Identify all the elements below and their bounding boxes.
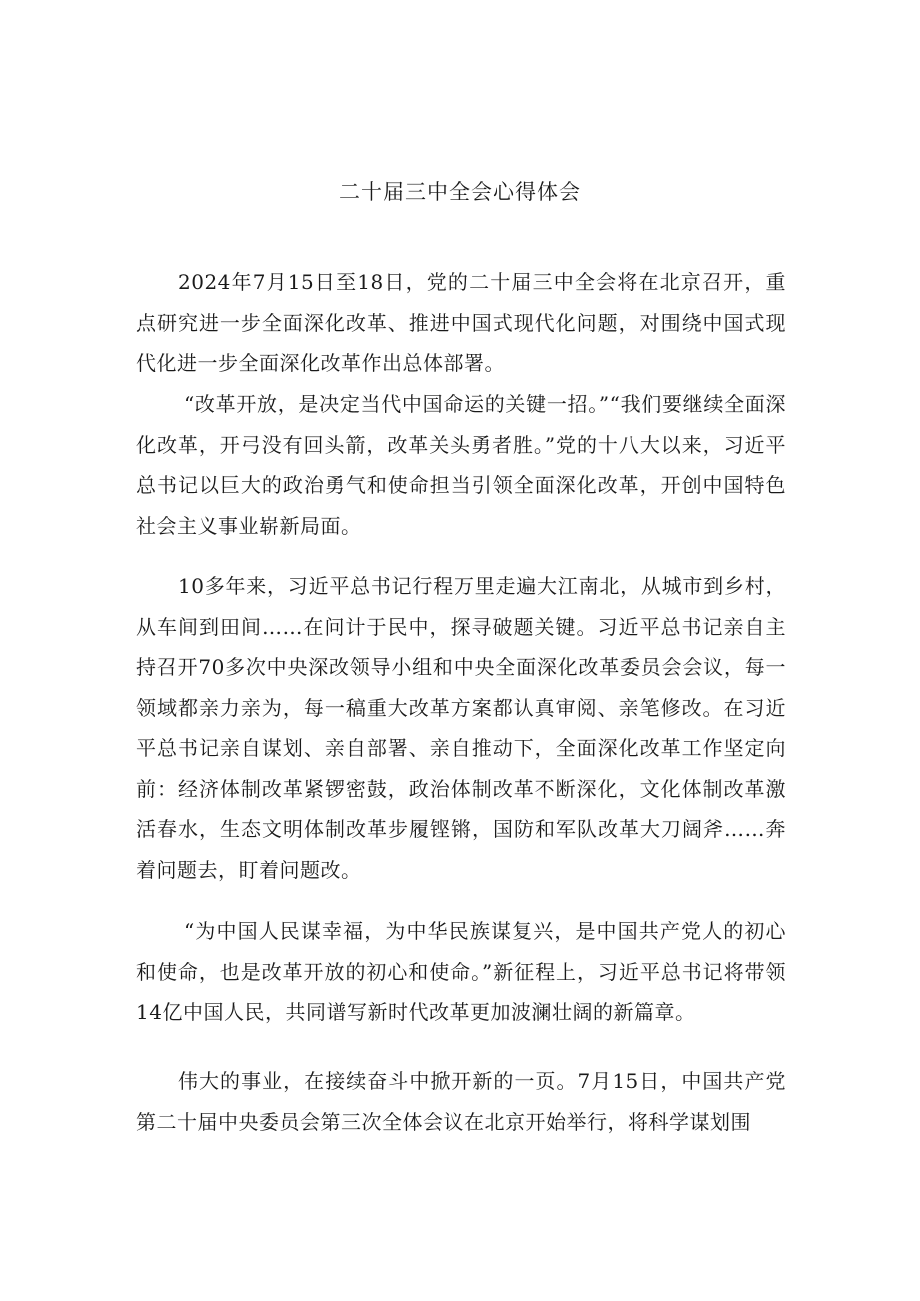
paragraph-1: 2024年7月15日至18日，党的二十届三中全会将在北京召开，重点研究进一步全面深化改革、推进中国式现代化问题，对围绕中国式现代化进一步全面深化改革作出总体部署。 — [136, 270, 786, 375]
paragraph-4: “为中国人民谋幸福，为中华民族谋复兴，是中国共产党人的初心和使命，也是改革开放的初心和使命。”新征程上，习近平总书记将带领14亿中国人民，共同谱写新时代改革更加波澜壮阔的新篇章。 — [136, 919, 786, 1024]
paragraph-5: 伟大的事业，在接续奋斗中掀开新的一页。7月15日，中国共产党第二十届中央委员会第三次全体会议在北京开始举行，将科学谋划围 — [136, 1069, 786, 1134]
paragraph-2: “改革开放，是决定当代中国命运的关键一招。”“我们要继续全面深化改革，开弓没有回头箭，改革关头勇者胜。”党的十八大以来，习近平总书记以巨大的政治勇气和使命担当引领全面深化改革，开创中国特色社会主义事业崭新局面。 — [136, 392, 786, 538]
document-title: 二十届三中全会心得体会 — [339, 180, 581, 204]
paragraph-3: 10多年来，习近平总书记行程万里走遍大江南北，从城市到乡村，从车间到田间……在问计于民中，探寻破题关键。习近平总书记亲自主持召开70多次中央深改领导小组和中央全面深化改革委员会会议，每一领域都亲力亲为，每一稿重大改革方案都认真审阅、亲笔修改。在习近平总书记亲自谋划、亲自部署、亲自推动下，全面深化改革工作坚定向前：经济体制改革紧锣密鼓，政治体制改革不断深化，文化体制改革激活春水，生态文明体制改革步履铿锵，国防和军队改革大刀阔斧……奔着问题去，盯着问题改。 — [136, 574, 786, 882]
